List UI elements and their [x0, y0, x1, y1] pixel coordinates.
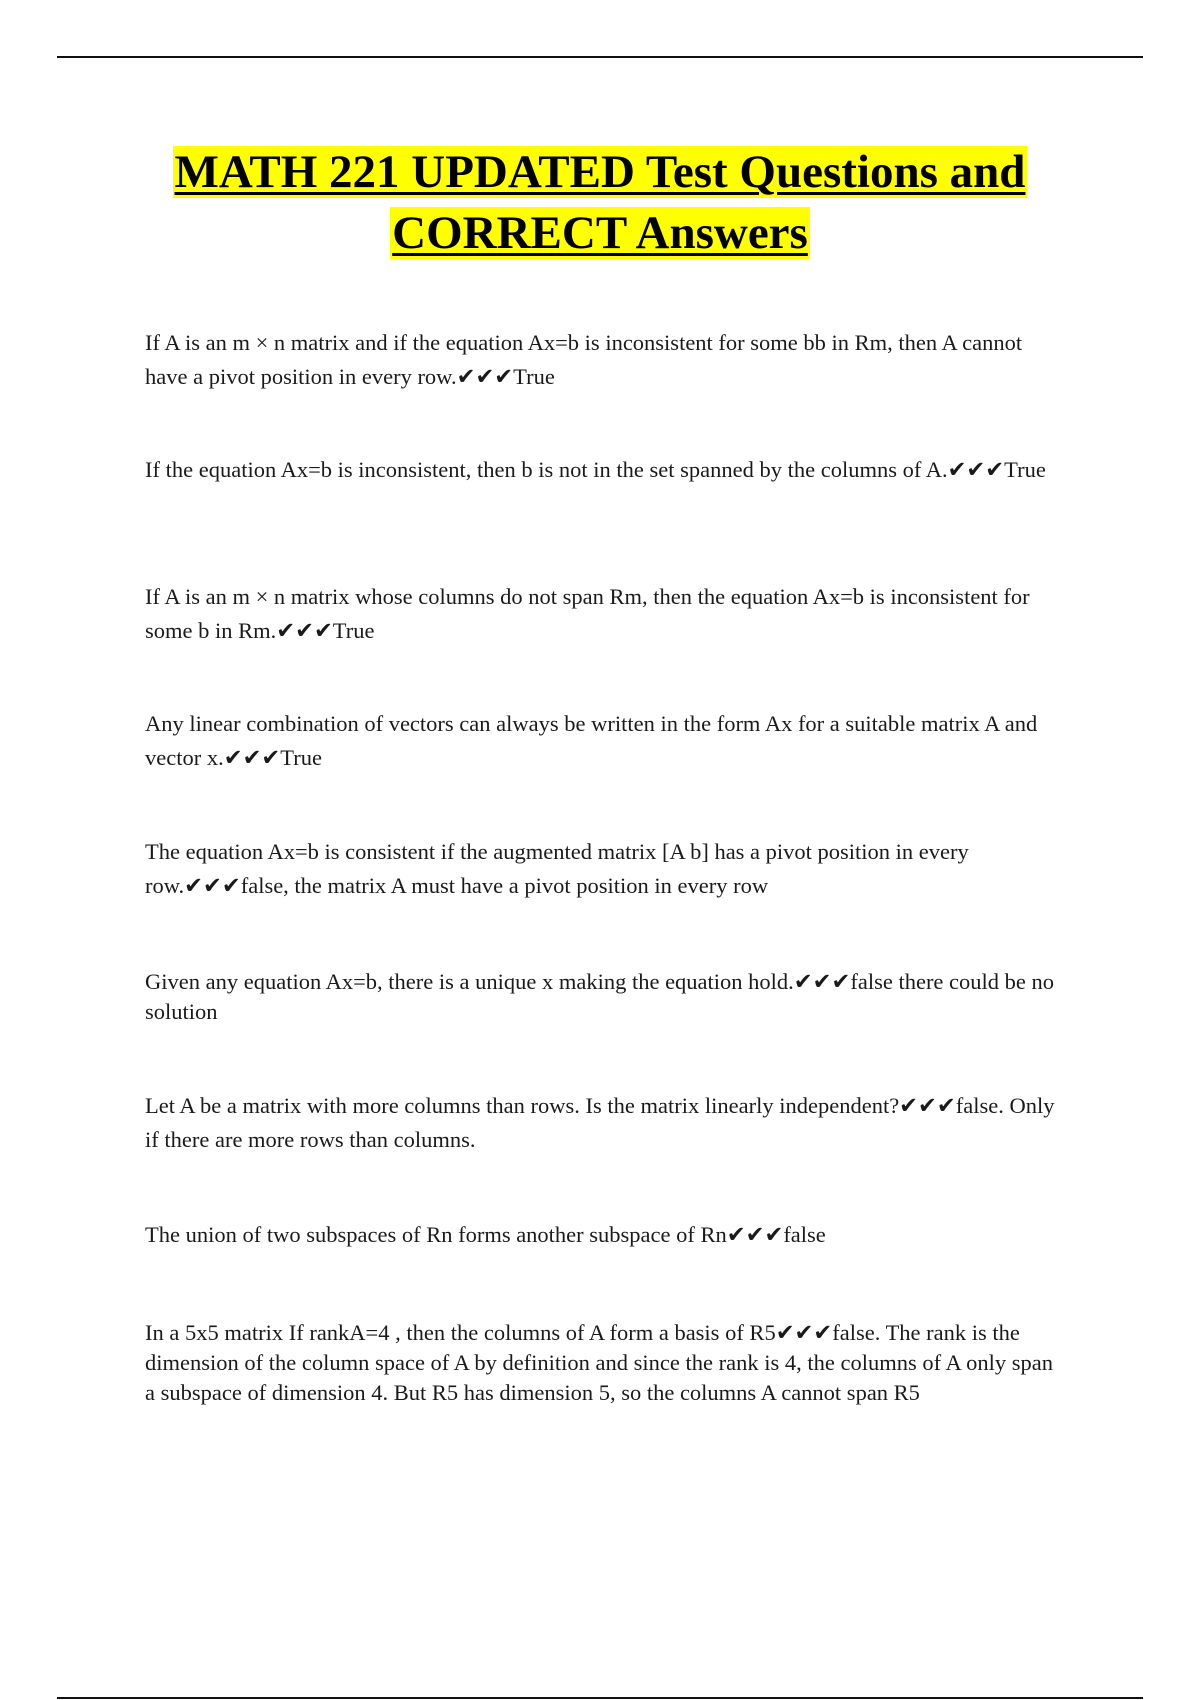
qa-item-8: The union of two subspaces of Rn forms another subspace of Rn✔✔✔false: [145, 1222, 826, 1247]
title-line-1: MATH 221 UPDATED Test Questions and: [174, 146, 1026, 198]
document-title: [0, 142, 1200, 264]
qa-item-5: The equation Ax=b is consistent if the augmented matrix [A b] has a pivot position in every row.✔✔✔false, the matrix A must have a pivot position in every row: [145, 839, 969, 898]
qa-item-4: Any linear combination of vectors can always be written in the form Ax for a suitable matrix A and vector x.✔✔✔True: [145, 711, 1038, 770]
qa-item-3: If A is an m × n matrix whose columns do not span Rm, then the equation Ax=b is inconsistent for some b in Rm.✔✔✔True: [145, 584, 1030, 643]
qa-item-1: If A is an m × n matrix and if the equation Ax=b is inconsistent for some bb in Rm, then A cannot have a pivot position in every row.✔✔✔True: [145, 330, 1023, 389]
title-line-2: CORRECT Answers: [392, 207, 808, 259]
qa-item-9: In a 5x5 matrix If rankA=4 , then the columns of A form a basis of R5✔✔✔false. The rank is the dimension of the column space of A by definition and since the rank is 4, the columns of A only span a subspace of dimension 4. But R5 has dimension 5, so the columns A cannot span R5: [145, 1320, 1053, 1405]
bottom-rule: [57, 1697, 1143, 1699]
qa-item-6: Given any equation Ax=b, there is a unique x making the equation hold.✔✔✔false there could be no solution: [145, 969, 1055, 1024]
qa-item-2: If the equation Ax=b is inconsistent, then b is not in the set spanned by the columns of A.✔✔✔True: [145, 457, 1046, 482]
qa-item-7: Let A be a matrix with more columns than rows. Is the matrix linearly independent?✔✔✔false. Only if there are more rows than columns.: [145, 1093, 1055, 1152]
top-rule: [57, 56, 1143, 58]
